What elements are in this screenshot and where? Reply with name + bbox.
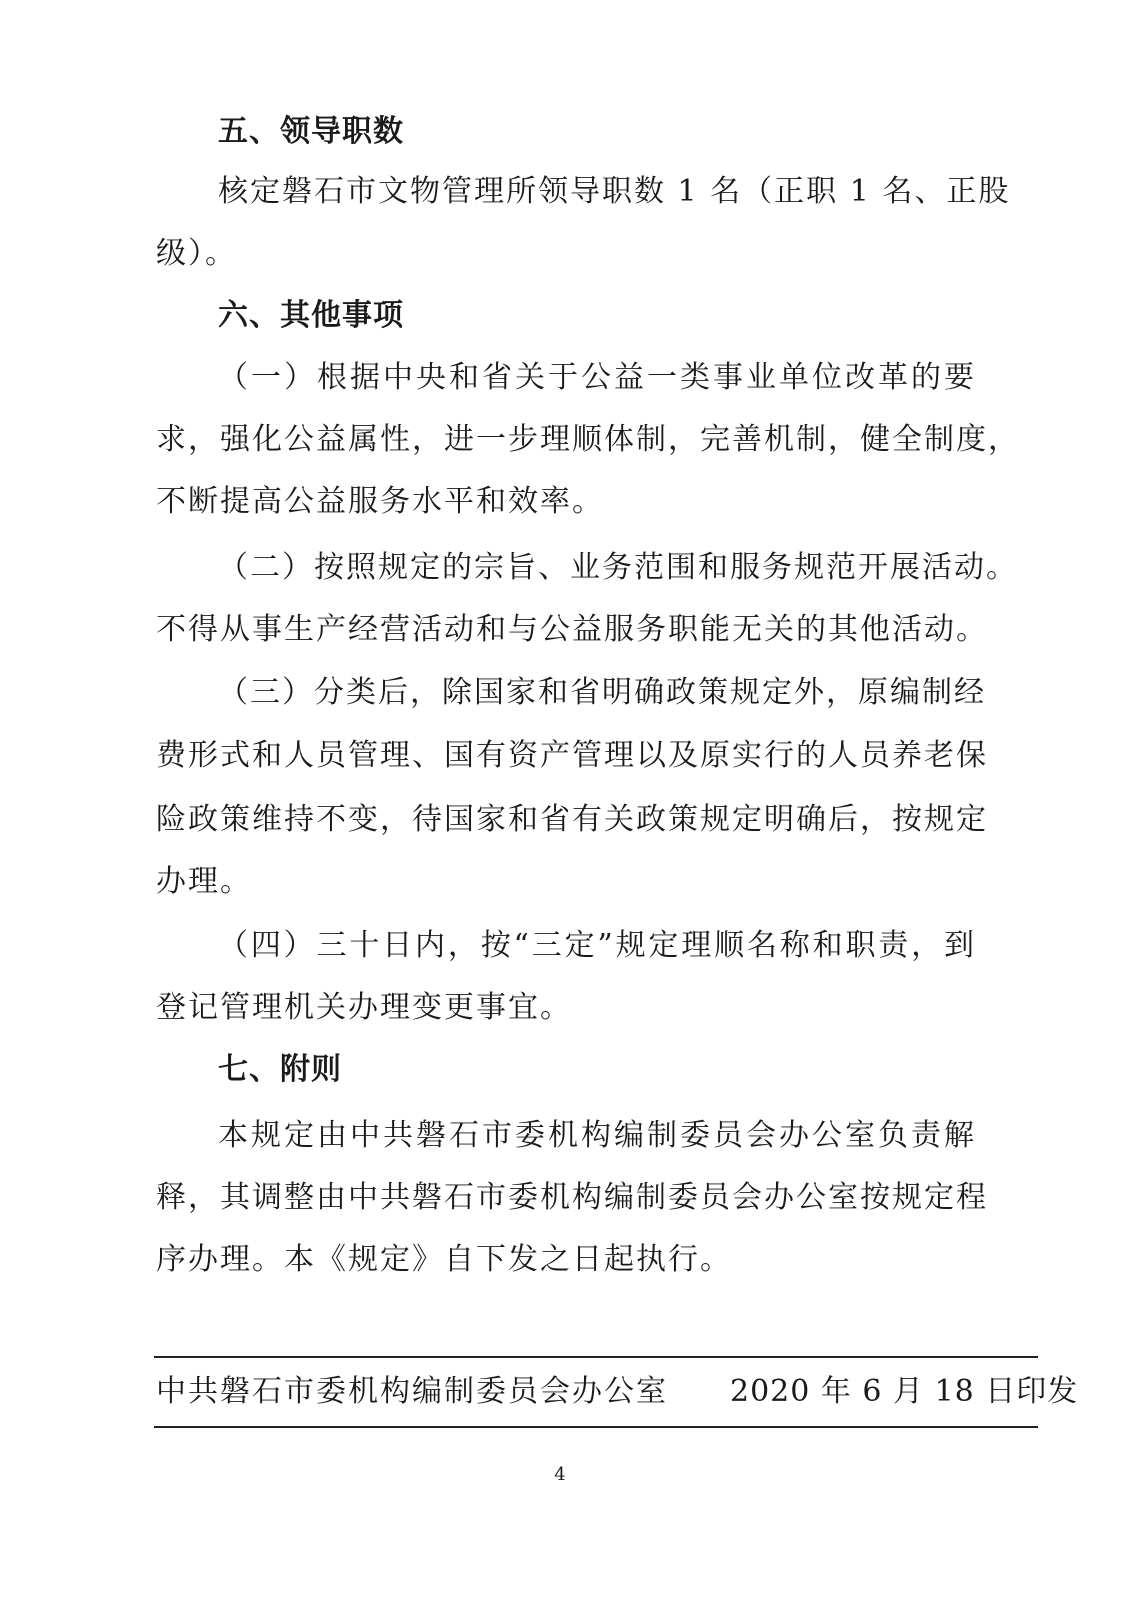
paragraph-line: （四）三十日内，按“三定”规定理顺名称和职责，到 [218, 928, 976, 963]
paragraph-line: 不断提高公益服务水平和效率。 [156, 484, 604, 519]
footer-issue-date: 2020 年 6 月 18 日印发 [730, 1374, 1079, 1409]
paragraph-line: 序办理。本《规定》自下发之日起执行。 [156, 1242, 732, 1277]
paragraph-line: （二）按照规定的宗旨、业务范围和服务规范开展活动。 [218, 550, 1018, 585]
paragraph-line: 险政策维持不变，待国家和省有关政策规定明确后，按规定 [156, 802, 988, 837]
section-heading-leadership: 五、领导职数 [218, 114, 404, 149]
paragraph-line: 办理。 [156, 864, 252, 899]
footer-issuer: 中共磐石市委机构编制委员会办公室 [156, 1374, 668, 1409]
section-heading-supplementary: 七、附则 [218, 1052, 342, 1087]
paragraph-line: （三）分类后，除国家和省明确政策规定外，原编制经 [218, 675, 986, 710]
footer-bottom-rule [154, 1426, 1038, 1428]
paragraph-line: 求，强化公益属性，进一步理顺体制，完善机制，健全制度， [156, 422, 1020, 457]
footer-top-rule [154, 1356, 1038, 1358]
paragraph-line: 核定磐石市文物管理所领导职数 1 名（正职 1 名、正股 [218, 174, 1011, 209]
paragraph-line: 本规定由中共磐石市委机构编制委员会办公室负责解 [218, 1118, 976, 1153]
paragraph-line: 费形式和人员管理、国有资产管理以及原实行的人员养老保 [156, 738, 988, 773]
page-number: 4 [554, 1464, 566, 1485]
paragraph-line: 级）。 [156, 236, 237, 271]
paragraph-line: 不得从事生产经营活动和与公益服务职能无关的其他活动。 [156, 612, 988, 647]
section-heading-other-matters: 六、其他事项 [218, 298, 404, 333]
paragraph-line: 登记管理机关办理变更事宜。 [156, 990, 572, 1025]
paragraph-line: （一）根据中央和省关于公益一类事业单位改革的要 [218, 360, 976, 395]
paragraph-line: 释，其调整由中共磐石市委机构编制委员会办公室按规定程 [156, 1180, 988, 1215]
